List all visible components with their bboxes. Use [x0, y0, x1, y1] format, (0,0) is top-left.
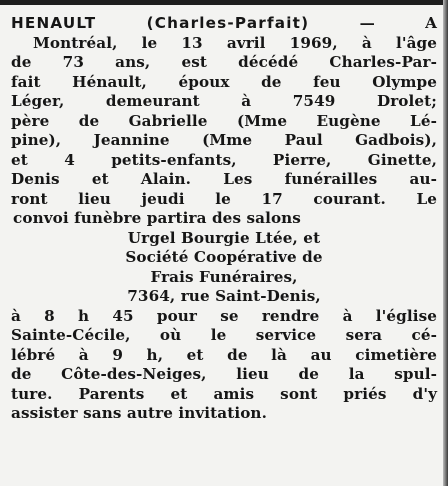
text-line: assister sans autre invitation. — [11, 404, 267, 422]
text-line: Denis et Alain. Les funérailles au- — [11, 170, 437, 188]
text-line: pine), Jeannine (Mme Paul Gadbois), — [11, 131, 437, 149]
text-line: Sainte-Cécile, où le service sera cé- — [11, 326, 437, 344]
headline-line — [11, 14, 437, 34]
text-line: de Côte-des-Neiges, lieu de la spul- — [11, 365, 437, 383]
funeral-home-line: Frais Funéraires, — [150, 267, 298, 286]
given-names: (Charles-Parfait) — [146, 14, 310, 32]
text-line: ront lieu jeudi le 17 courant. Le — [11, 189, 437, 208]
funeral-home-line: Société Coopérative de — [125, 248, 323, 266]
top-rule — [0, 0, 448, 5]
text-line: Léger, demeurant à 7549 Drolet; — [11, 92, 437, 110]
text-line: et 4 petits-enfants, Pierre, Ginette, — [11, 150, 437, 169]
surname: HENAULT — [11, 14, 97, 32]
obituary-notice — [11, 14, 437, 424]
text-line: père de Gabrielle (Mme Eugène Lé- — [11, 111, 437, 130]
text-line: fait Hénault, époux de feu Olympe — [11, 72, 437, 91]
text-line: Montréal, le 13 avril 1969, à l'âge — [33, 33, 437, 52]
text-line: convoi funèbre partira des salons — [13, 209, 301, 227]
text-line: à 8 h 45 pour se rendre à l'église — [11, 306, 437, 325]
headline-dash: — A — [359, 14, 438, 32]
address-line: 7364, rue Saint-Denis, — [127, 287, 321, 305]
right-rule — [443, 0, 448, 486]
text-line: lébré à 9 h, et de là au cimetière — [11, 345, 437, 364]
funeral-home-line: Urgel Bourgie Ltée, et — [127, 228, 321, 247]
text-line: ture. Parents et amis sont priés d'y — [11, 384, 437, 403]
text-line: de 73 ans, est décédé Charles-Par- — [11, 53, 437, 71]
